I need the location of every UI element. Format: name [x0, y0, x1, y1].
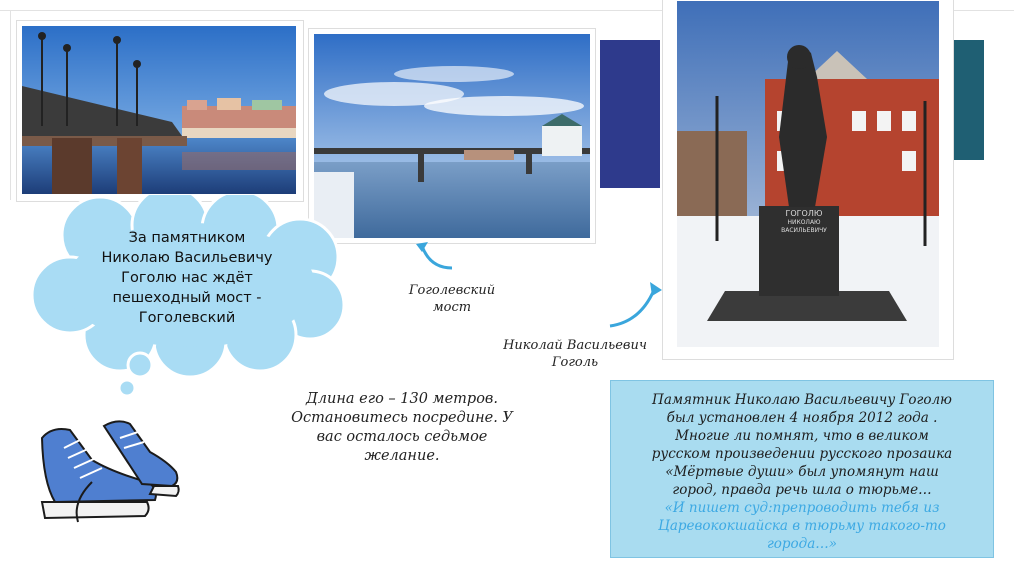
info-quote-line-3: города…» [766, 536, 838, 552]
bridge-arrow-icon [412, 238, 456, 272]
navy-accent-block [600, 40, 660, 188]
info-line-2: был установлен 4 ноября 2012 года . [666, 410, 938, 426]
statue-plaque [766, 209, 842, 235]
gogol-statue-photo [662, 0, 954, 360]
statue-arrow-icon [606, 280, 664, 330]
cloud-line-2: Николаю Васильевичу [101, 250, 273, 266]
statue-caption-line-1: Николай Васильевич [503, 338, 647, 353]
plaque-line-1: ГОГОЛЮ [785, 209, 823, 218]
info-quote-line-1: «И пишет суд:препроводить тебя из [664, 500, 940, 516]
frame-line-left [10, 10, 11, 200]
info-line-3: Многие ли помнят, что в великом [675, 428, 929, 444]
description-line-3: вас осталось седьмое [316, 429, 488, 445]
statue-caption-line-2: Гоголь [551, 355, 599, 370]
bridge-caption-line-1: Гоголевский [408, 283, 496, 298]
teal-accent-block [952, 40, 984, 160]
bridge-caption-line-2: мост [432, 300, 472, 315]
info-line-5: «Мёртвые души» был упомянут наш [665, 464, 939, 480]
cloud-line-1: За памятником [128, 230, 246, 246]
monument-info-box [610, 380, 994, 558]
info-line-1: Памятник Николаю Васильевичу Гоголю [652, 392, 952, 408]
plaque-line-2: НИКОЛАЮ [787, 219, 821, 226]
info-line-6: город, правда речь шла о тюрьме… [672, 482, 932, 498]
thought-cloud-text [78, 228, 296, 328]
bridge-description [262, 390, 542, 466]
info-line-4: русском произведении русского прозаика [651, 446, 953, 462]
description-line-4: желание. [364, 448, 440, 464]
embankment-photo [16, 20, 304, 202]
plaque-line-3: ВАСИЛЬЕВИЧУ [781, 227, 827, 234]
cloud-line-4: пешеходный мост - [112, 290, 262, 306]
description-line-1: Длина его – 130 метров. [306, 391, 498, 407]
info-quote-line-2: Царевококшайска в тюрьму такого-то [658, 518, 946, 534]
sneakers-icon [34, 418, 184, 533]
cloud-line-5: Гоголевский [138, 310, 236, 326]
statue-caption [485, 337, 665, 371]
cloud-line-3: Гоголю нас ждёт [121, 270, 253, 286]
description-line-2: Остановитесь посредине. У [291, 410, 513, 426]
bridge-caption [402, 282, 502, 316]
